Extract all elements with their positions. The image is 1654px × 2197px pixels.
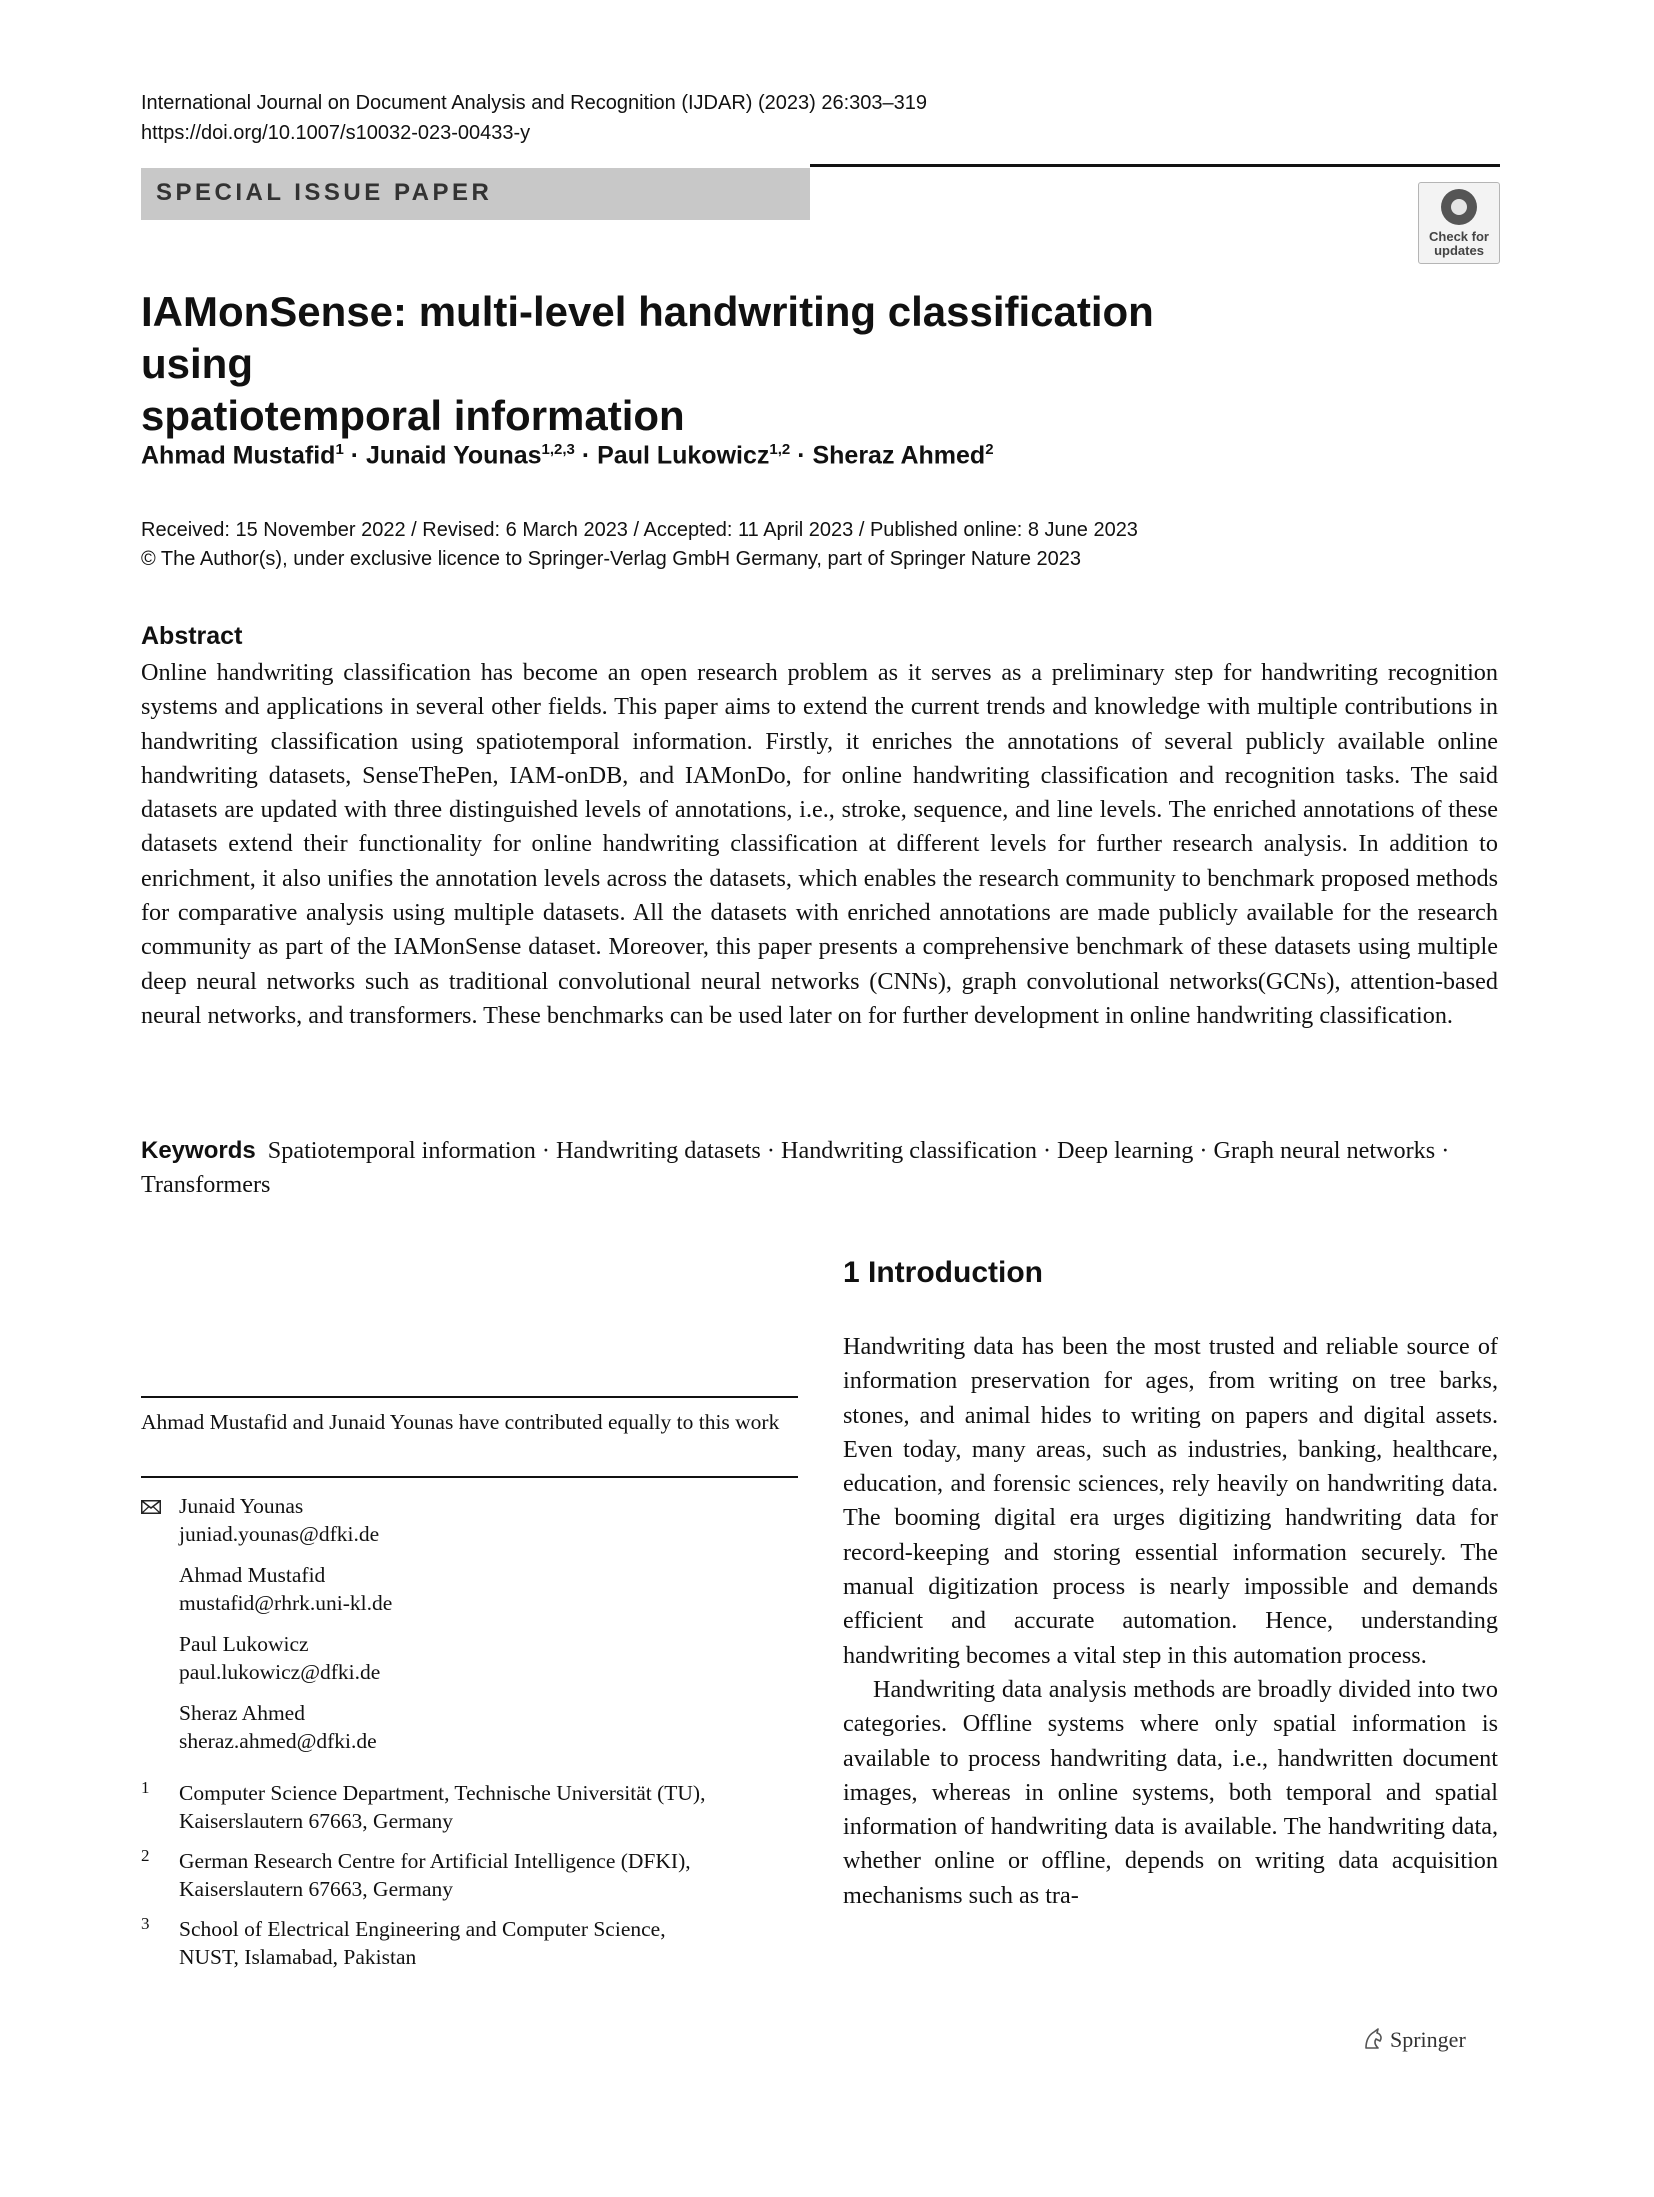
affiliation-number: 3	[141, 1914, 150, 1933]
contribution-note: Ahmad Mustafid and Junaid Younas have contributed equally to this work	[141, 1410, 780, 1434]
title-line-1: IAMonSense: multi-level handwriting classification using	[141, 288, 1154, 387]
affiliation-line: German Research Centre for Artificial Intelligence (DFKI),	[179, 1849, 691, 1873]
section-banner	[141, 168, 810, 220]
affiliation-line: Kaiserslautern 67663, Germany	[179, 1877, 454, 1901]
doi-link[interactable]: https://doi.org/10.1007/s10032-023-00433-y	[141, 122, 531, 144]
paragraph: Handwriting data analysis methods are broadly divided into two categories. Offline systems where only spatial information is available to process handwriting data, i.e., handwritten document images, whereas in online systems, both temporal and spatial information of handwriting data is available. The handwriting data, whether online or offline, depends on writing data acquisition mechanisms such as tra-	[843, 1675, 1498, 1909]
header-rule	[810, 164, 1500, 167]
publisher-name: Springer	[1390, 2027, 1466, 2052]
contact-email[interactable]: mustafid@rhrk.uni-kl.de	[179, 1591, 393, 1615]
contact-entry	[179, 1630, 779, 1686]
keywords-list: Spatiotemporal information · Handwriting datasets · Handwriting classification · Deep learning · Graph neural networks · Transformers	[141, 1137, 1450, 1199]
affiliation-number: 2	[141, 1846, 150, 1865]
journal-header	[141, 88, 927, 148]
author-list	[141, 432, 994, 473]
author-name[interactable]: Paul Lukowicz	[597, 441, 770, 470]
author-name[interactable]: Sheraz Ahmed	[812, 441, 986, 470]
title-line-2: spatiotemporal information	[141, 392, 685, 439]
author-separator: ·	[790, 441, 813, 470]
updates-line2: updates	[1434, 243, 1484, 258]
author-separator: ·	[343, 441, 367, 470]
author-name[interactable]: Ahmad Mustafid	[141, 441, 336, 470]
envelope-icon	[141, 1500, 161, 1514]
contact-entry	[179, 1492, 779, 1548]
publication-dates	[141, 516, 1441, 574]
publisher-mark	[1390, 2027, 1466, 2053]
updates-line1: Check for	[1429, 229, 1489, 244]
affiliation-number: 1	[141, 1778, 150, 1797]
contact-email[interactable]: paul.lukowicz@dfki.de	[179, 1660, 381, 1684]
contact-entry	[179, 1561, 779, 1617]
affiliation-line: School of Electrical Engineering and Computer Science,	[179, 1917, 666, 1941]
check-for-updates-badge[interactable]	[1418, 182, 1500, 264]
footnote-rule	[141, 1396, 798, 1398]
author-name[interactable]: Junaid Younas	[366, 441, 542, 470]
springer-horse-icon	[1360, 2026, 1386, 2052]
contact-email[interactable]: sheraz.ahmed@dfki.de	[179, 1729, 377, 1753]
abstract-heading: Abstract	[141, 622, 243, 650]
author-affiliation: 1	[335, 441, 344, 458]
section-heading-introduction: 1 Introduction	[843, 1256, 1043, 1289]
affiliation-entry	[179, 1847, 799, 1903]
copyright-line: © The Author(s), under exclusive licence to Springer-Verlag GmbH Germany, part of Springer Nature 2023	[141, 548, 1081, 570]
introduction-body	[843, 1330, 1498, 1913]
updates-icon	[1441, 189, 1477, 225]
paper-title	[141, 286, 1241, 442]
history-dates: Received: 15 November 2022 / Revised: 6 March 2023 / Accepted: 11 April 2023 / Published online: 8 June 2023	[141, 519, 1138, 541]
author-affiliation: 1,2	[769, 441, 791, 458]
keywords-block	[141, 1134, 1498, 1203]
contact-name: Sheraz Ahmed	[179, 1701, 305, 1725]
footnote-rule	[141, 1476, 798, 1478]
keywords-label: Keywords	[141, 1137, 256, 1164]
affiliation-entry	[179, 1779, 799, 1835]
affiliation-line: Kaiserslautern 67663, Germany	[179, 1809, 454, 1833]
contact-name: Paul Lukowicz	[179, 1632, 309, 1656]
contact-name: Ahmad Mustafid	[179, 1563, 326, 1587]
contact-name: Junaid Younas	[179, 1494, 304, 1518]
affiliation-line: NUST, Islamabad, Pakistan	[179, 1945, 417, 1969]
section-label: SPECIAL ISSUE PAPER	[156, 179, 493, 206]
contact-email[interactable]: juniad.younas@dfki.de	[179, 1522, 380, 1546]
journal-citation: International Journal on Document Analysis and Recognition (IJDAR) (2023) 26:303–319	[141, 92, 928, 114]
affiliation-entry	[179, 1915, 799, 1971]
author-separator: ·	[574, 441, 598, 470]
author-affiliation: 2	[985, 441, 994, 458]
paragraph: Handwriting data has been the most trusted and reliable source of information preservation for ages, from writing on tree barks, stones, and animal hides to writing on papers and digital assets. Even today, many areas, such as industries, banking, healthcare, education, and forensic sciences, rely heavily on handwriting data. The booming digital era urges digitizing handwriting data for record-keeping and storing essential information securely. The manual digitization process is nearly impossible and demands efficient and accurate automation. Hence, understanding handwriting becomes a vital step in this automation process.	[843, 1333, 1498, 1669]
abstract-text: Online handwriting classification has become an open research problem as it serves as a preliminary step for handwriting recognition systems and applications in several other fields. This paper aims to extend the current trends and knowledge with multiple contributions in handwriting classification using spatiotemporal information. Firstly, it enriches the annotations of several publicly available online handwriting datasets, SenseThePen, IAM-onDB, and IAMonDo, for online handwriting classification and recognition tasks. The said datasets are updated with three distinguished levels of annotations, i.e., stroke, sequence, and line levels. The enriched annotations of these datasets extend their functionality for online handwriting classification at different levels for further research analysis. In addition to enrichment, it also unifies the annotation levels across the datasets, which enables the research community to benchmark proposed methods for comparative analysis using multiple datasets. All the datasets with enriched annotations are made publicly available for the research community as part of the IAMonSense dataset. Moreover, this paper presents a comprehensive benchmark of these datasets using multiple deep neural networks such as traditional convolutional neural networks (CNNs), graph convolutional networks(GCNs), attention-based neural networks, and transformers. These benchmarks can be used later on for further development in online handwriting classification.	[141, 659, 1498, 1029]
contact-entry	[179, 1699, 779, 1755]
author-affiliation: 1,2,3	[541, 441, 575, 458]
affiliation-line: Computer Science Department, Technische Universität (TU),	[179, 1781, 706, 1805]
